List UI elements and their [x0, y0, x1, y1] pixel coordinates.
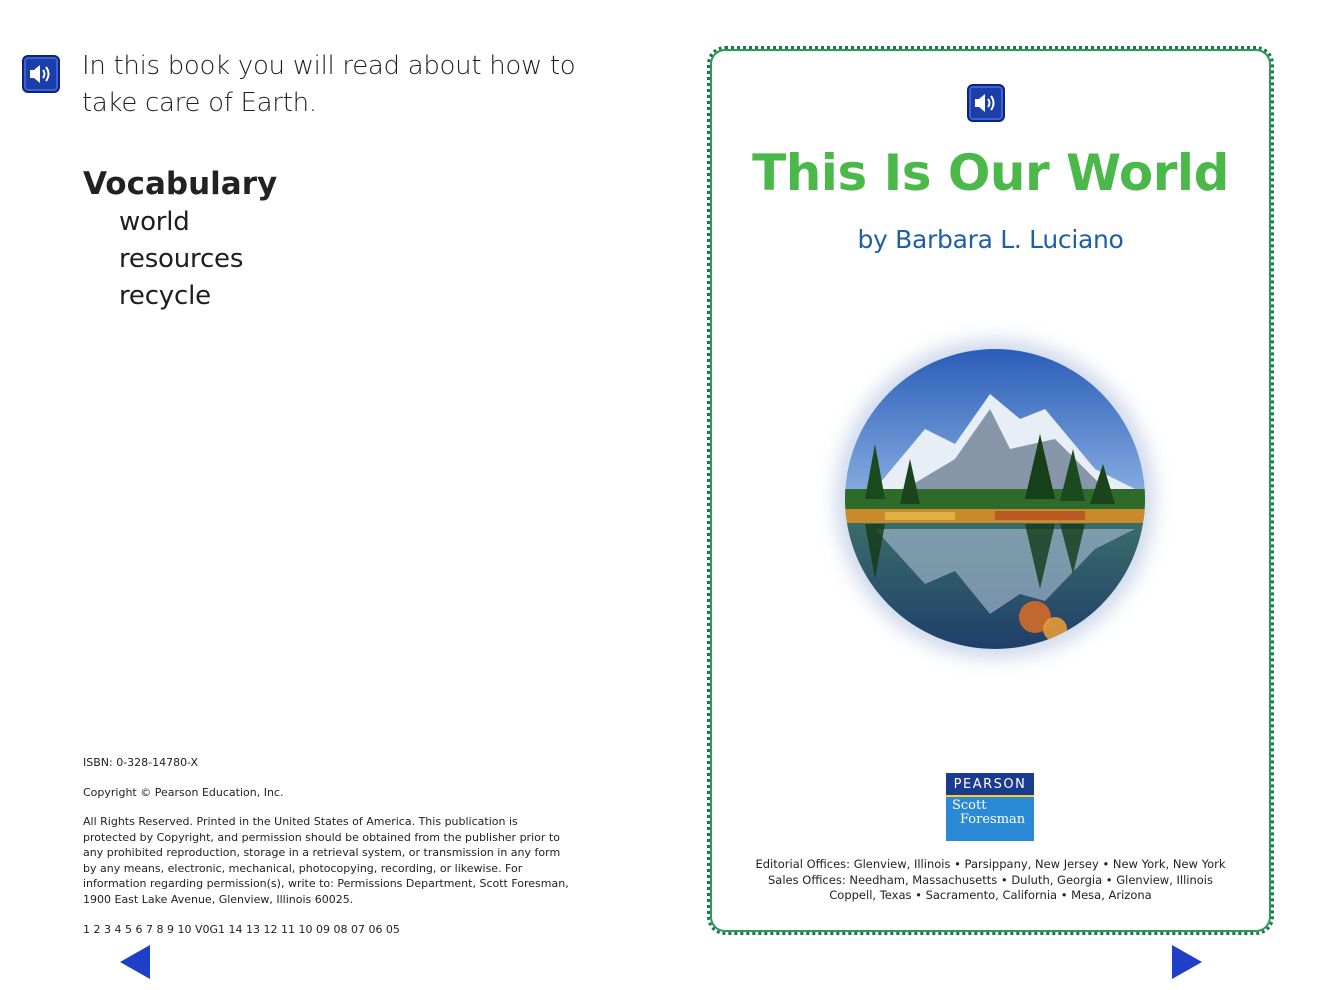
previous-page-button[interactable] [118, 943, 152, 981]
vocabulary-heading: Vocabulary [83, 166, 278, 202]
logo-line-1: Scott [952, 798, 987, 813]
isbn: ISBN: 0-328-14780-X [83, 756, 199, 769]
vocabulary-word: world [119, 207, 190, 237]
pearson-scott-foresman-logo [946, 773, 1034, 841]
editorial-offices: Editorial Offices: Glenview, Illinois • Parsippany, New Jersey • New York, New York [755, 857, 1226, 871]
cover-audio-button[interactable] [967, 84, 1005, 122]
vocabulary-word: recycle [119, 281, 211, 311]
intro-text: In this book you will read about how to take care of Earth. [82, 51, 576, 118]
copyright-line: Copyright © Pearson Education, Inc. [83, 785, 284, 799]
sales-offices: Sales Offices: Needham, Massachusetts • Duluth, Georgia • Glenview, Illinois [768, 872, 1213, 887]
copyright-block [83, 755, 573, 953]
right-arrow-icon [1170, 943, 1204, 981]
print-line: 1 2 3 4 5 6 7 8 9 10 V0G1 14 13 12 11 10 09 08 07 06 05 [83, 923, 400, 936]
vocabulary-list [119, 204, 243, 315]
cover-photo [845, 349, 1145, 649]
vocabulary-word: resources [119, 244, 244, 274]
logo-line-2: Foresman [960, 812, 1026, 827]
speaker-icon [973, 92, 999, 114]
speaker-icon [28, 63, 54, 85]
book-cover [707, 46, 1274, 935]
intro-audio-button[interactable] [22, 55, 60, 93]
left-arrow-icon [118, 943, 152, 981]
book-author: by Barbara L. Luciano [857, 225, 1124, 254]
publisher-offices [710, 857, 1271, 904]
sales-offices-cont: Coppell, Texas • Sacramento, California • Mesa, Arizona [829, 888, 1152, 902]
next-page-button[interactable] [1170, 943, 1204, 981]
rights-statement: All Rights Reserved. Printed in the United States of America. This publication is protected by Copyright, and permission should be obtained from the publisher prior to any prohibited reproduction, storage in a retrieval system, or transmission in any form by any means, electronic, mechanical, photocopying, recording, or likewise. For information regarding permission(s), write to: Permissions Department, Scott Foresman, 1900 East Lake Avenue, Glenview, Illinois 60025. [83, 815, 569, 906]
logo-top-text: PEARSON [946, 773, 1034, 797]
book-title: This Is Our World [752, 144, 1229, 202]
